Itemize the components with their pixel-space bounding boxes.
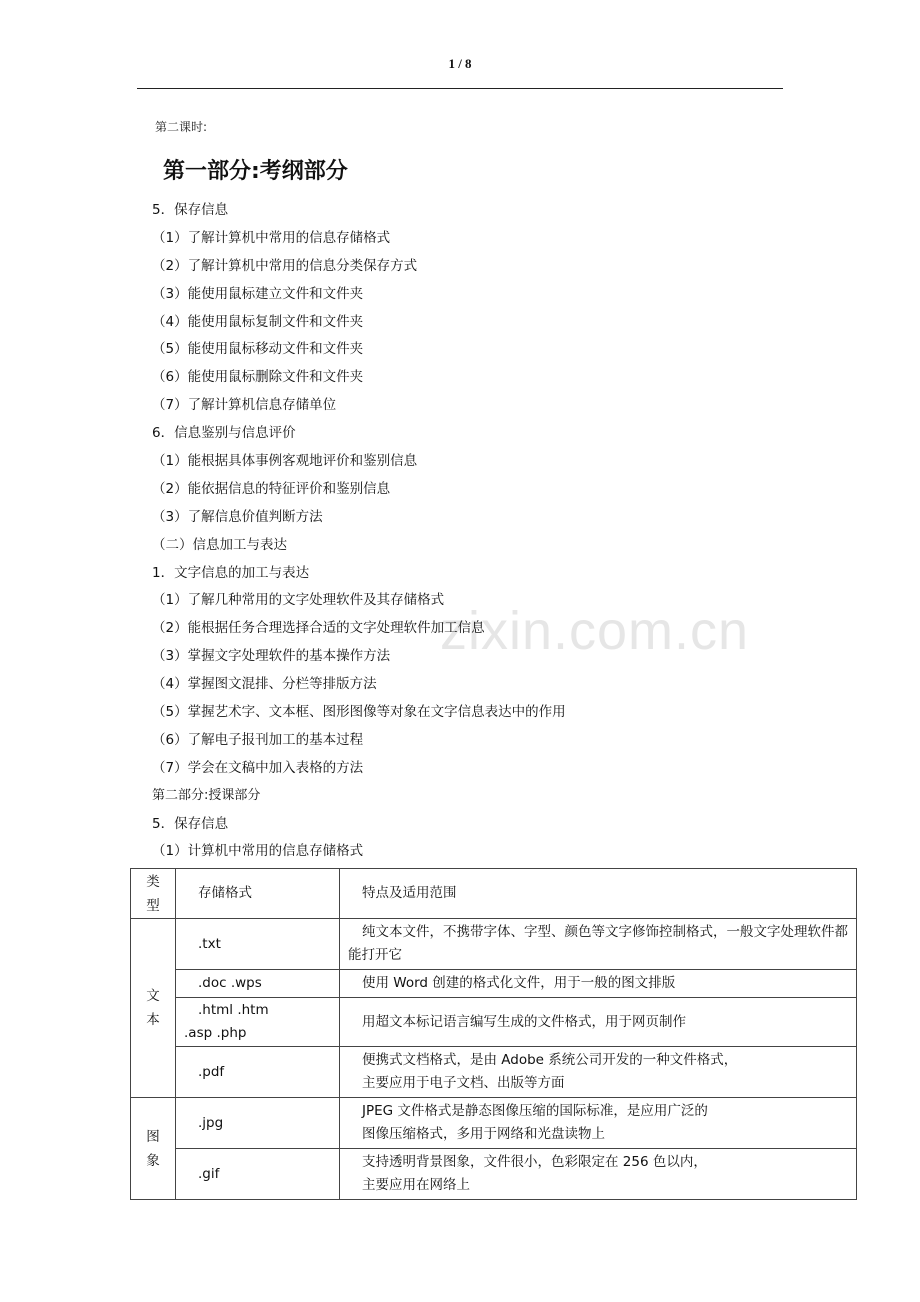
- list-item: （2）能根据任务合理选择合适的文字处理软件加工信息: [152, 620, 485, 637]
- list-item: （二）信息加工与表达: [152, 536, 287, 553]
- header-type: 类 型: [131, 869, 176, 919]
- table-header-row: [131, 869, 857, 919]
- list-item: 1．文字信息的加工与表达: [152, 564, 310, 581]
- list-item: 5．保存信息: [152, 202, 229, 218]
- list-item: （6）能使用鼠标删除文件和文件夹: [152, 369, 364, 386]
- desc-cell: 使用 Word 创建的格式化文件，用于一般的图文排版: [340, 970, 857, 998]
- list-item: （5）能使用鼠标移动文件和文件夹: [152, 341, 364, 358]
- desc-cell: 支持透明背景图象，文件很小，色彩限定在 256 色以内， 主要应用在网络上: [340, 1149, 857, 1200]
- format-cell: .html .htm .asp .php: [176, 998, 340, 1047]
- group-image: 图 象: [131, 1098, 176, 1200]
- header-desc: 特点及适用范围: [340, 869, 857, 919]
- list-item: （3）了解信息价值判断方法: [152, 508, 323, 525]
- list-item: （1）计算机中常用的信息存储格式: [152, 843, 364, 860]
- format-cell: .txt: [176, 919, 340, 970]
- lesson-label: 第二课时:: [155, 120, 208, 134]
- list-item: （5）掌握艺术字、文本框、图形图像等对象在文字信息表达中的作用: [152, 704, 566, 721]
- table-row: [131, 1149, 857, 1200]
- desc-cell: 便携式文档格式，是由 Adobe 系统公司开发的一种文件格式， 主要应用于电子文档、出版等方面: [340, 1047, 857, 1098]
- table-row: [131, 998, 857, 1047]
- section-heading: 第二部分:授课部分: [152, 787, 261, 803]
- list-item: （2）能依据信息的特征评价和鉴别信息: [152, 480, 391, 497]
- page-number: 1 / 8: [448, 56, 472, 71]
- list-item: （6）了解电子报刊加工的基本过程: [152, 731, 364, 748]
- desc-cell: 纯文本文件，不携带字体、字型、颜色等文字修饰控制格式，一般文字处理软件都 能打开它: [340, 919, 857, 970]
- list-item: （4）能使用鼠标复制文件和文件夹: [152, 313, 364, 330]
- table-row: [131, 970, 857, 998]
- list-item: 5．保存信息: [152, 815, 229, 832]
- list-item: （3）掌握文字处理软件的基本操作方法: [152, 648, 391, 665]
- table-row: [131, 1047, 857, 1098]
- desc-cell: 用超文本标记语言编写生成的文件格式，用于网页制作: [340, 998, 857, 1047]
- header-divider: [137, 88, 783, 89]
- storage-format-table: [130, 868, 857, 1200]
- list-item: 6．信息鉴别与信息评价: [152, 425, 296, 442]
- list-item: （1）了解几种常用的文字处理软件及其存储格式: [152, 592, 445, 609]
- list-item: （7）了解计算机信息存储单位: [152, 397, 337, 414]
- table-row: [131, 919, 857, 970]
- list-item: （1）能根据具体事例客观地评价和鉴别信息: [152, 453, 418, 470]
- table-row: [131, 1098, 857, 1149]
- list-item: （3）能使用鼠标建立文件和文件夹: [152, 285, 364, 302]
- list-item: （1）了解计算机中常用的信息存储格式: [152, 229, 391, 246]
- watermark: zixin.com.cn: [440, 601, 750, 661]
- list-item: （7）学会在文稿中加入表格的方法: [152, 759, 364, 776]
- list-item: （2）了解计算机中常用的信息分类保存方式: [152, 257, 418, 274]
- header-format: 存储格式: [176, 869, 340, 919]
- group-text: 文 本: [131, 919, 176, 1098]
- list-item: （4）掌握图文混排、分栏等排版方法: [152, 676, 377, 693]
- format-cell: .gif: [176, 1149, 340, 1200]
- syllabus-list: [152, 199, 566, 868]
- format-cell: .jpg: [176, 1098, 340, 1149]
- format-cell: .pdf: [176, 1047, 340, 1098]
- desc-cell: JPEG 文件格式是静态图像压缩的国际标准，是应用广泛的 图像压缩格式，多用于网络和光盘读物上: [340, 1098, 857, 1149]
- format-cell: .doc .wps: [176, 970, 340, 998]
- part-title: 第一部分:考纲部分: [163, 159, 348, 184]
